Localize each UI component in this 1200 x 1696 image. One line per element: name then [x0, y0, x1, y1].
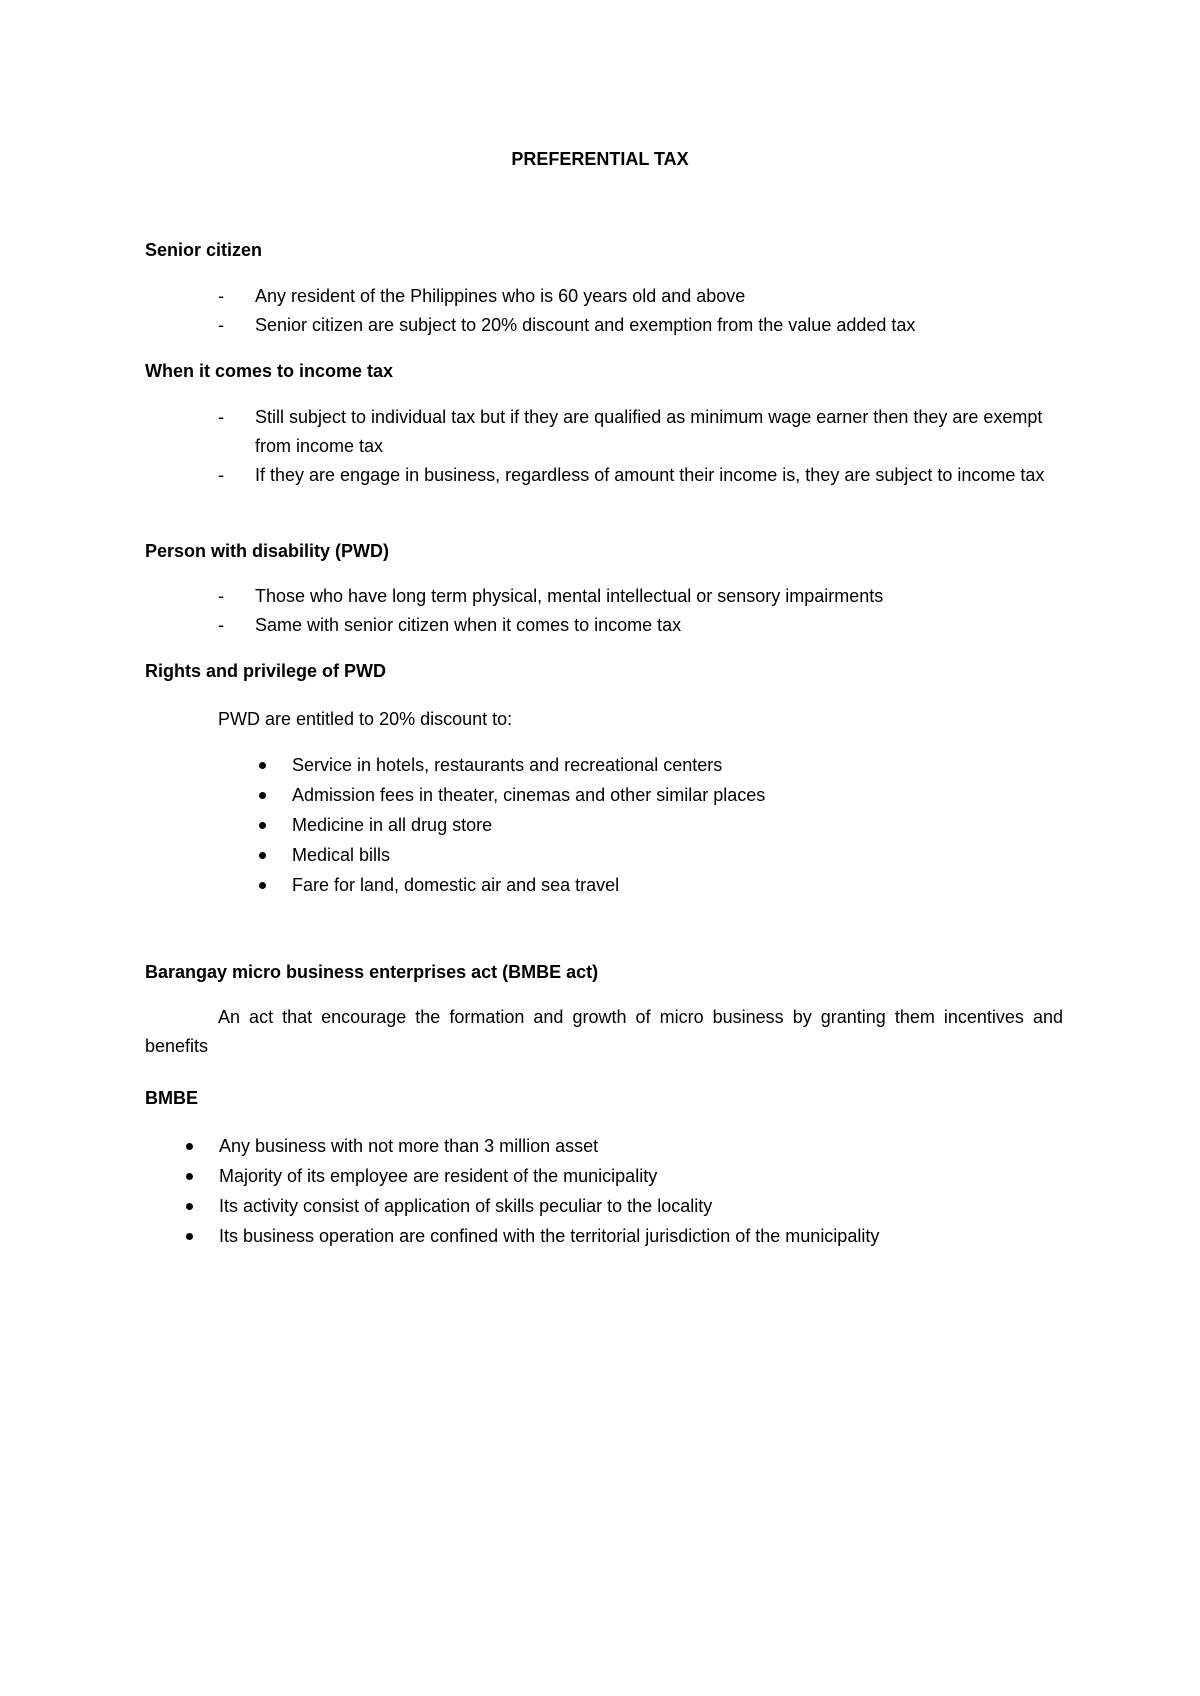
pwd-rights-intro: PWD are entitled to 20% discount to: [218, 709, 513, 729]
list-item [255, 750, 1055, 780]
list-item-text: Any business with not more than 3 million asset [219, 1136, 599, 1156]
bmbe-list [182, 1131, 1062, 1251]
bullet-icon [259, 822, 266, 829]
section-heading-bmbe: BMBE [145, 1088, 198, 1108]
list-item-text: Medicine in all drug store [292, 815, 493, 835]
section-heading-pwd: Person with disability (PWD) [145, 541, 390, 561]
list-item-text: Admission fees in theater, cinemas and other similar places [292, 785, 766, 805]
bullet-icon [186, 1203, 193, 1210]
dash-marker: - [218, 465, 224, 485]
pwd-rights-list [255, 750, 1055, 900]
section-heading-bmbe-act: Barangay micro business enterprises act (BMBE act) [145, 962, 599, 982]
list-item [218, 611, 1063, 640]
pwd-list [218, 582, 1063, 640]
bullet-icon [259, 852, 266, 859]
list-item [255, 810, 1055, 840]
list-item [218, 282, 1063, 311]
list-item-text: Its business operation are confined with the territorial jurisdiction of the municipality [219, 1226, 880, 1246]
dash-marker: - [218, 586, 224, 606]
list-item-text: Those who have long term physical, mental intellectual or sensory impairments [255, 586, 884, 606]
dash-marker: - [218, 407, 224, 427]
document-title: PREFERENTIAL TAX [511, 149, 689, 169]
bullet-icon [259, 792, 266, 799]
bullet-icon [186, 1143, 193, 1150]
list-item [218, 582, 1063, 611]
list-item-text: Service in hotels, restaurants and recreational centers [292, 755, 723, 775]
bullet-icon [259, 882, 266, 889]
list-item-text: Still subject to individual tax but if they are qualified as minimum wage earner then they are exempt from income tax [255, 407, 1043, 456]
section-heading-income-tax: When it comes to income tax [145, 361, 394, 381]
list-item [182, 1221, 1062, 1251]
bullet-icon [186, 1173, 193, 1180]
list-item-text: Senior citizen are subject to 20% discount and exemption from the value added tax [255, 315, 916, 335]
list-item [255, 780, 1055, 810]
list-item-text: Any resident of the Philippines who is 60 years old and above [255, 286, 746, 306]
list-item-text: Medical bills [292, 845, 391, 865]
list-item-text: Fare for land, domestic air and sea travel [292, 875, 620, 895]
list-item [182, 1191, 1062, 1221]
section-heading-pwd-rights: Rights and privilege of PWD [145, 661, 387, 681]
section-heading-senior-citizen: Senior citizen [145, 240, 263, 260]
list-item-text: Same with senior citizen when it comes to income tax [255, 615, 682, 635]
bullet-icon [186, 1233, 193, 1240]
list-item [182, 1131, 1062, 1161]
dash-marker: - [218, 315, 224, 335]
list-item-text: Majority of its employee are resident of the municipality [219, 1166, 658, 1186]
list-item [218, 403, 1063, 461]
list-item [255, 840, 1055, 870]
dash-marker: - [218, 615, 224, 635]
list-item [255, 870, 1055, 900]
dash-marker: - [218, 286, 224, 306]
list-item [218, 311, 1063, 340]
senior-citizen-list [218, 282, 1063, 340]
income-tax-list [218, 403, 1063, 490]
list-item [182, 1161, 1062, 1191]
list-item-text: Its activity consist of application of skills peculiar to the locality [219, 1196, 713, 1216]
list-item [218, 461, 1063, 490]
bullet-icon [259, 762, 266, 769]
bmbe-act-paragraph: An act that encourage the formation and growth of micro business by granting them incentives and benefits [145, 1007, 1063, 1056]
list-item-text: If they are engage in business, regardless of amount their income is, they are subject to income tax [255, 465, 1045, 485]
